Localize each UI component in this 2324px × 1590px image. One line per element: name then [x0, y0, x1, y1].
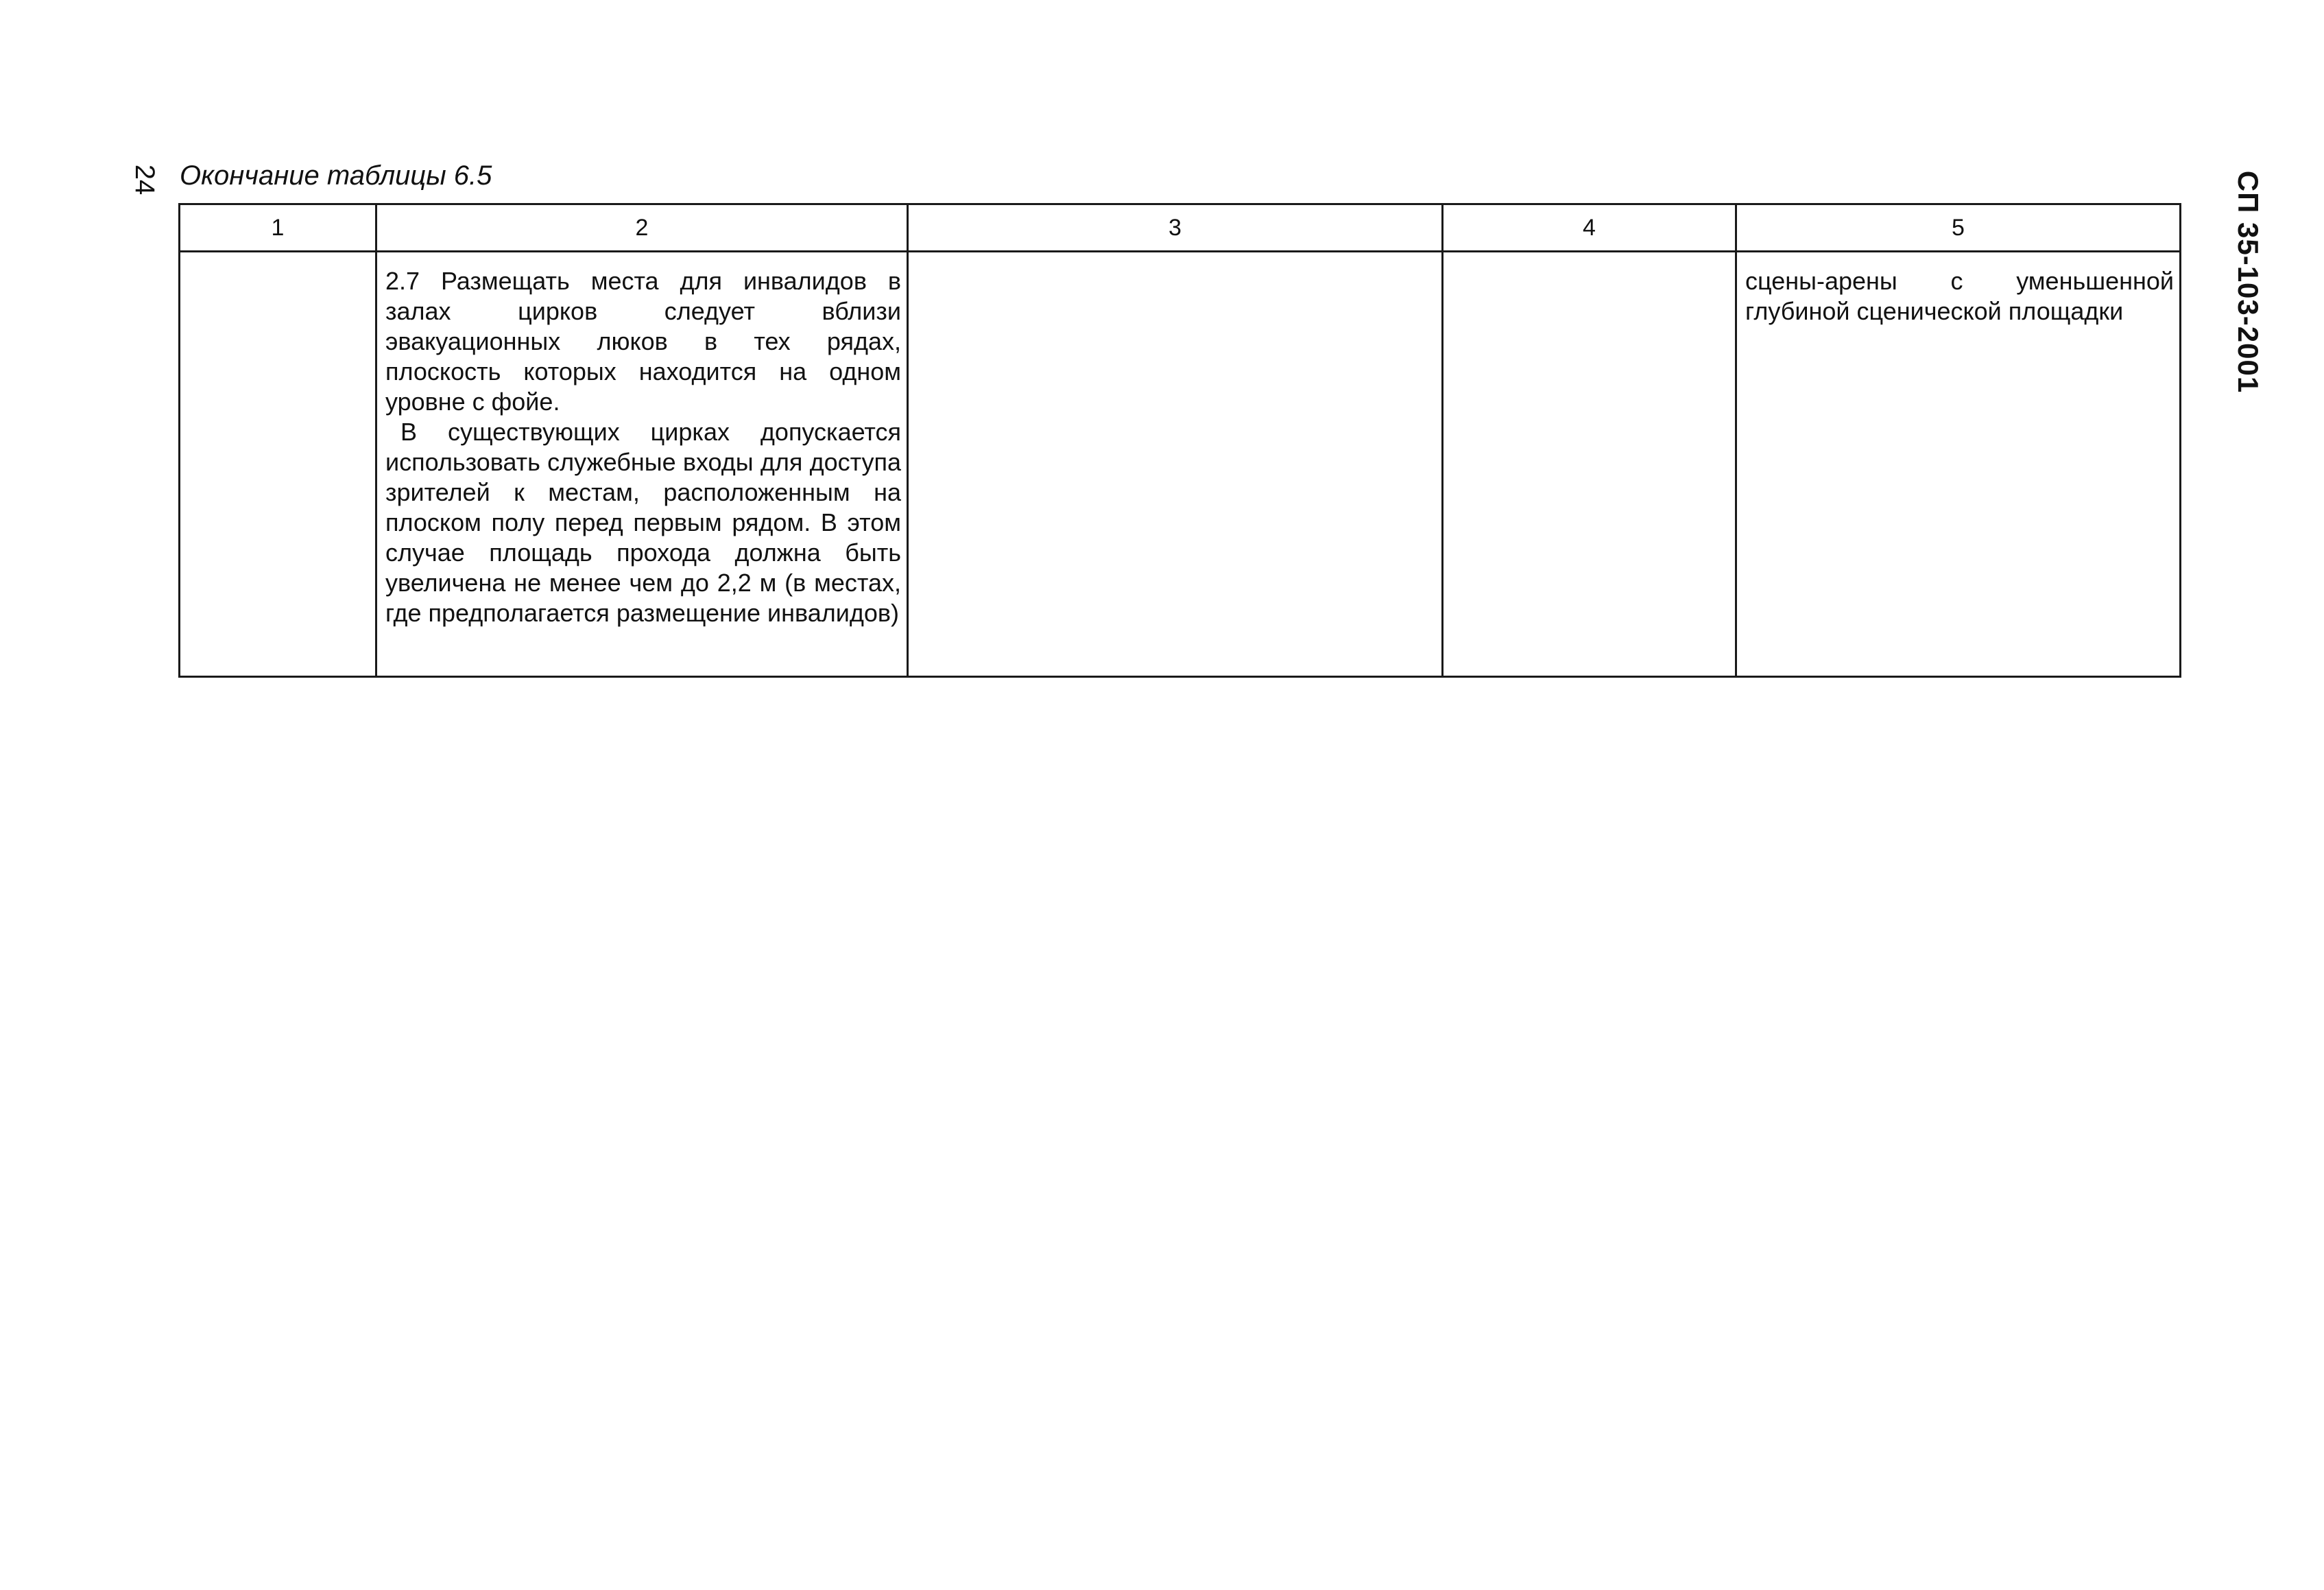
document-code-text: СП 35-103-2001 [2232, 170, 2265, 394]
cell-col2 [376, 252, 908, 677]
table-header-row [180, 204, 2181, 252]
cell-col4-text [1443, 252, 1735, 266]
cell-col1 [180, 252, 376, 677]
cell-col2-paragraph-2: В существующих цирках допускается использовать служебные входы для доступа зрителей к местам, расположенным на плоском полу перед первым рядом. В этом случае площадь прохода должна быть увеличена не менее чем до 2,2 м (в местах, где предполагается размещение инвалидов) [385, 418, 901, 627]
column-header-4: 4 [1443, 204, 1736, 252]
cell-col3 [908, 252, 1443, 677]
column-header-3: 3 [908, 204, 1443, 252]
cell-col5-text: сцены-арены с уменьшенной глубиной сценической площадки [1745, 267, 2174, 325]
cell-col5 [1736, 252, 2181, 677]
table-caption: Окончание таблицы 6.5 [180, 161, 492, 191]
table-row [180, 252, 2181, 677]
column-header-2: 2 [376, 204, 908, 252]
document-code [2229, 162, 2267, 402]
cell-col1-text [180, 252, 375, 266]
column-header-1: 1 [180, 204, 376, 252]
column-header-5: 5 [1736, 204, 2181, 252]
table-6-5 [178, 203, 2181, 678]
cell-col2-text [377, 252, 907, 628]
cell-col4 [1443, 252, 1736, 677]
cell-col2-paragraph-1: 2.7 Размещать места для инвалидов в залах цирков следует вблизи эвакуационных люков в тех рядах, плоскость которых находится на одном уровне с фойе. [385, 267, 901, 416]
cell-col3-text [909, 252, 1441, 266]
page-number: 24 [130, 164, 160, 195]
